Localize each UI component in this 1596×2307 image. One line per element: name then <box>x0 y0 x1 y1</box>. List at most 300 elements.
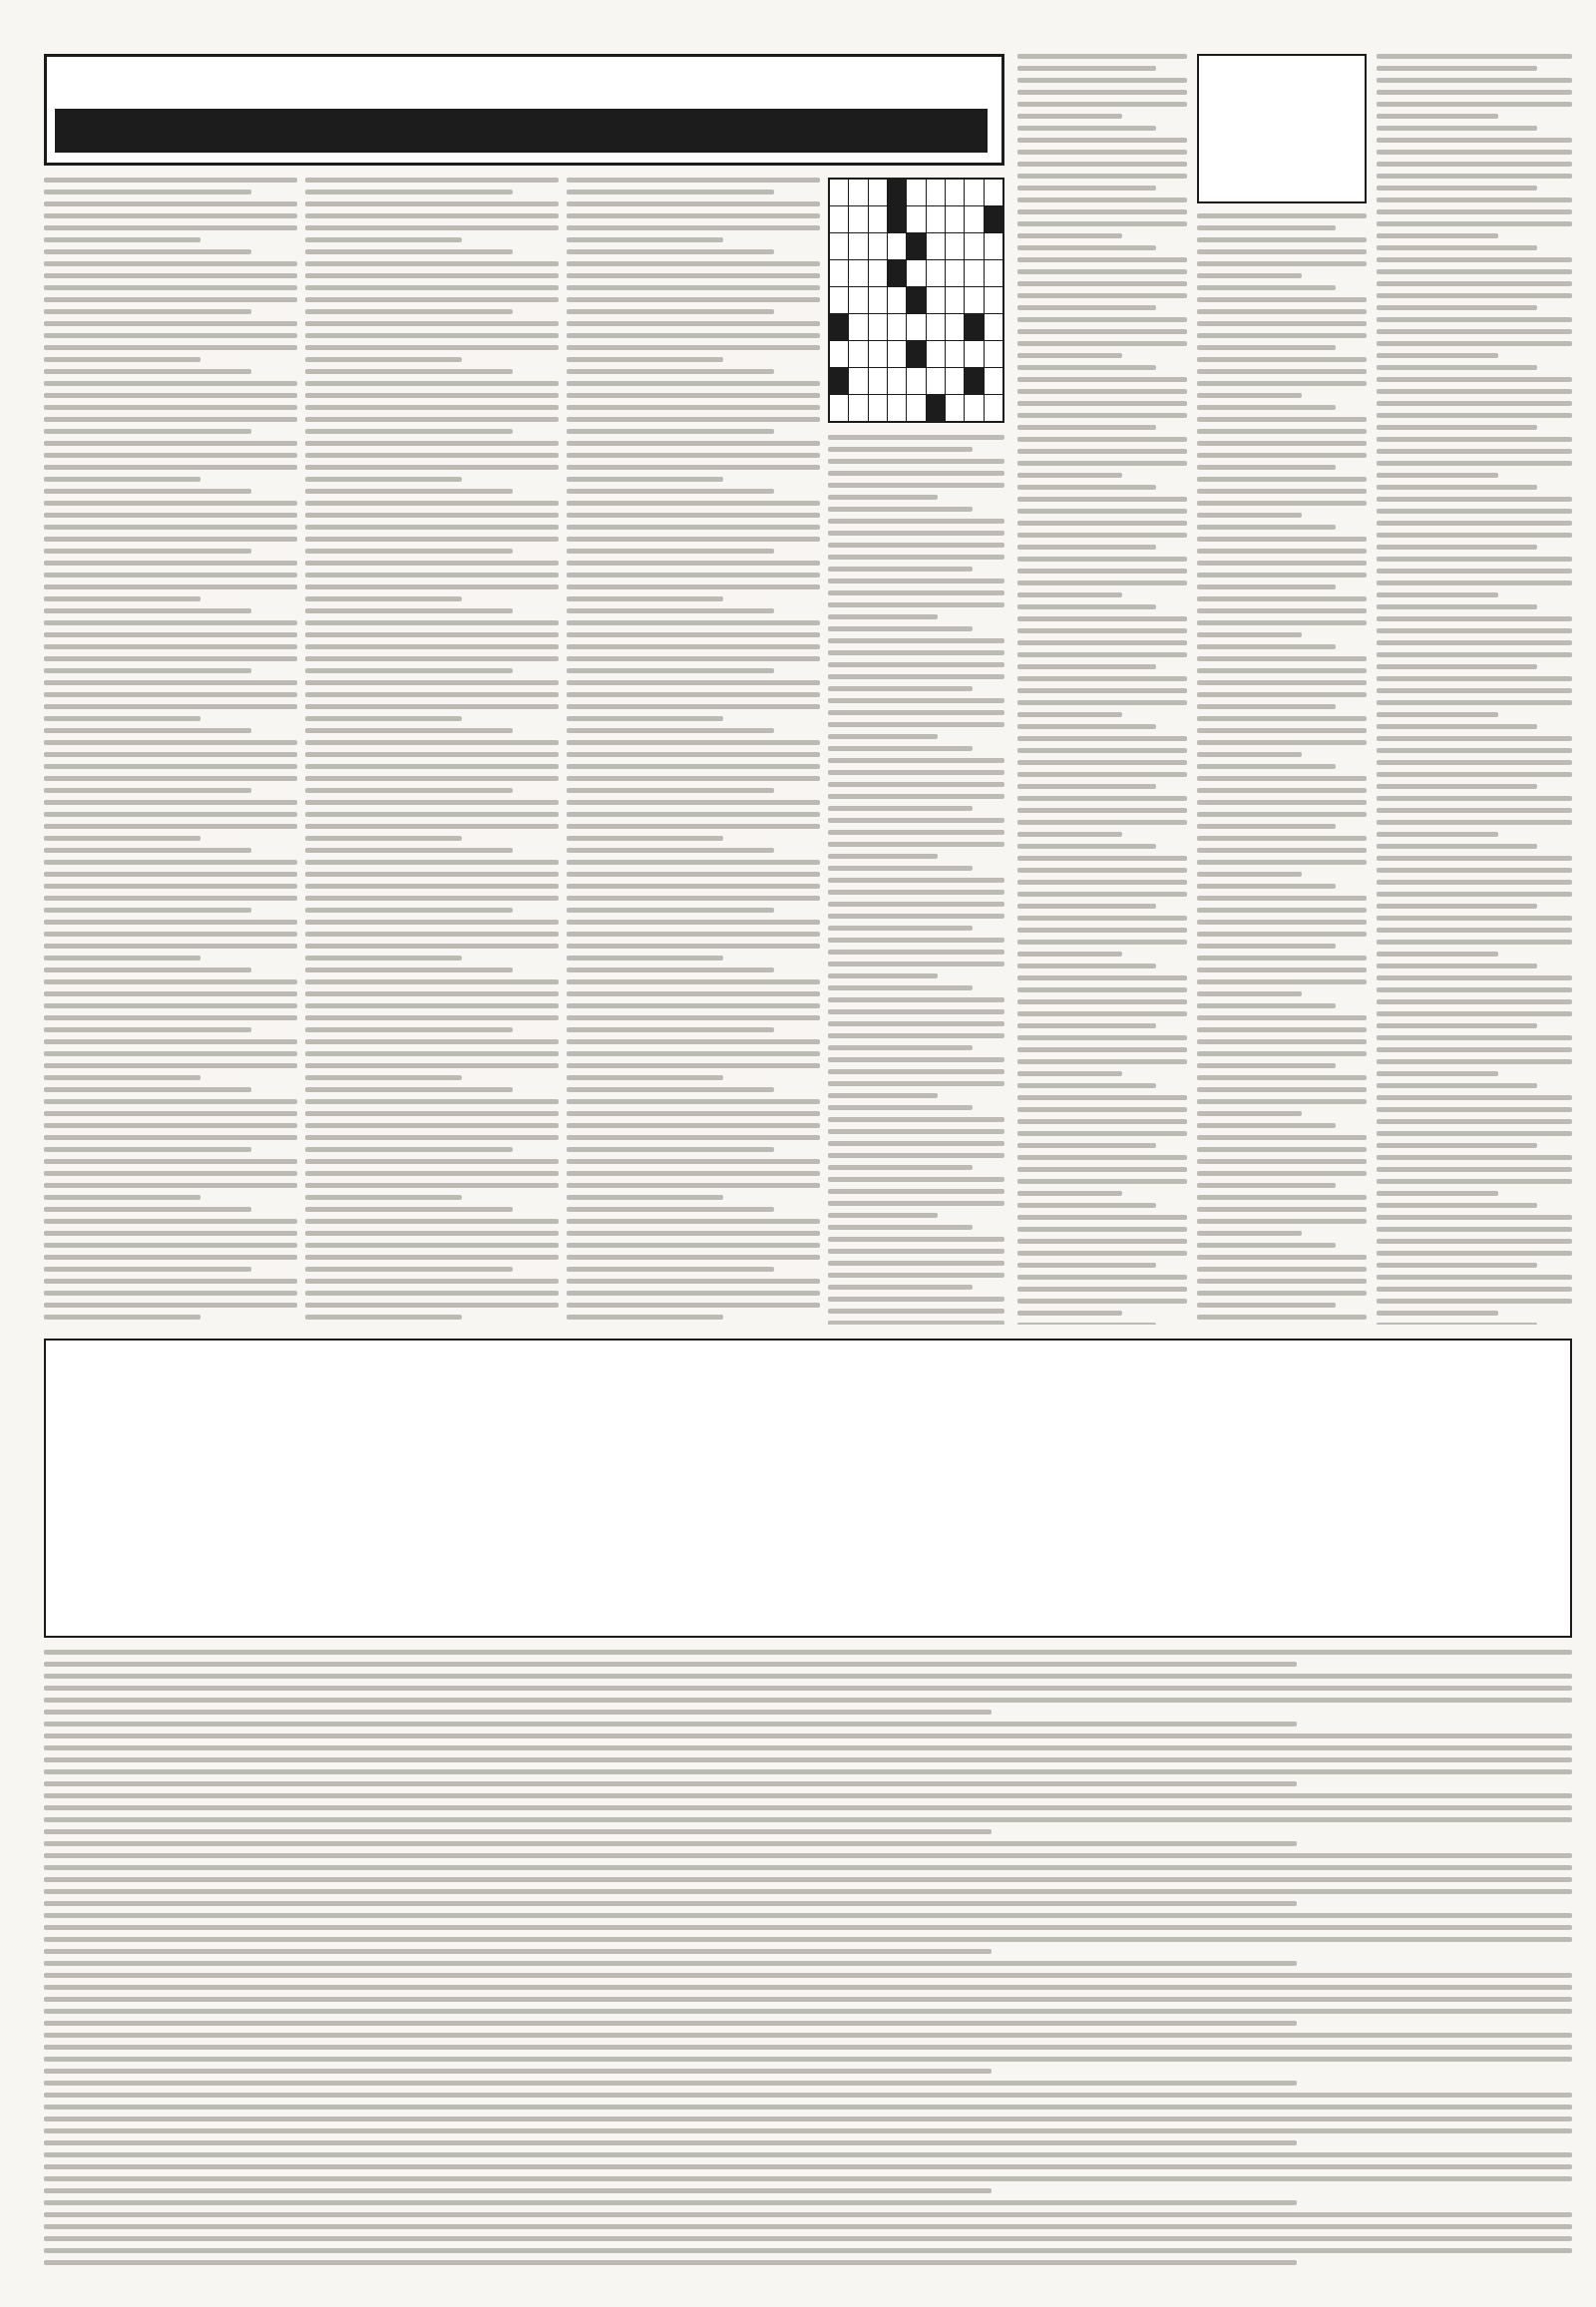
text-line-placeholder <box>1017 281 1187 286</box>
text-line-placeholder <box>44 261 297 266</box>
text-line-placeholder <box>828 638 1004 643</box>
crossword-cell <box>946 260 964 286</box>
text-line-placeholder <box>828 614 938 619</box>
text-line-placeholder <box>305 249 513 254</box>
text-line-placeholder <box>1377 569 1572 574</box>
text-line-placeholder <box>1017 245 1156 250</box>
text-line-placeholder <box>1377 1083 1537 1088</box>
text-line-placeholder <box>305 716 462 721</box>
text-line-placeholder <box>1197 908 1367 913</box>
text-line-placeholder <box>305 381 559 386</box>
text-line-placeholder <box>567 632 820 637</box>
text-line-placeholder <box>1017 987 1187 992</box>
text-line-placeholder <box>44 764 297 769</box>
text-line-placeholder <box>305 788 513 793</box>
text-line-placeholder <box>44 632 297 637</box>
text-line-placeholder <box>305 680 559 685</box>
text-line-placeholder <box>828 973 938 978</box>
text-line-placeholder <box>44 1159 297 1164</box>
text-line-placeholder <box>1197 213 1367 218</box>
crossword-cell <box>849 341 867 367</box>
text-line-placeholder <box>1377 1107 1572 1112</box>
text-line-placeholder <box>1377 533 1572 538</box>
text-line-placeholder <box>567 668 774 673</box>
text-line-placeholder <box>567 1039 820 1044</box>
text-line-placeholder <box>567 525 820 530</box>
text-line-placeholder <box>44 1961 1297 1966</box>
text-line-placeholder <box>305 1063 559 1068</box>
text-line-placeholder <box>567 393 820 398</box>
crossword-cell <box>965 341 983 367</box>
text-line-placeholder <box>828 519 1004 524</box>
crossword-cell <box>946 206 964 232</box>
text-line-placeholder <box>828 842 1004 847</box>
text-line-placeholder <box>828 578 1004 583</box>
text-line-placeholder <box>1197 728 1367 733</box>
text-line-placeholder <box>1197 537 1367 542</box>
text-line-placeholder <box>828 1321 1004 1325</box>
text-line-placeholder <box>305 513 559 518</box>
text-line-placeholder <box>1377 688 1572 693</box>
text-line-placeholder <box>567 225 820 230</box>
text-line-placeholder <box>44 872 297 877</box>
text-line-placeholder <box>828 1201 1004 1206</box>
text-line-placeholder <box>1017 305 1156 310</box>
text-line-placeholder <box>305 979 559 984</box>
text-line-placeholder <box>1377 1311 1498 1316</box>
text-line-placeholder <box>1377 999 1572 1004</box>
text-line-placeholder <box>305 417 559 422</box>
text-line-placeholder <box>44 1087 251 1092</box>
text-line-placeholder <box>44 1003 297 1008</box>
text-line-placeholder <box>44 2140 1297 2145</box>
text-line-placeholder <box>1197 1303 1336 1308</box>
text-line-placeholder <box>828 710 1004 715</box>
text-line-placeholder <box>1197 273 1302 278</box>
text-line-placeholder <box>828 531 1004 536</box>
text-line-placeholder <box>44 393 297 398</box>
column-6 <box>1197 54 1367 1325</box>
text-line-placeholder <box>1017 592 1122 597</box>
text-line-placeholder <box>44 297 297 302</box>
text-line-placeholder <box>1197 1135 1367 1140</box>
text-line-placeholder <box>1017 784 1156 789</box>
text-line-placeholder <box>1197 417 1367 422</box>
text-line-placeholder <box>567 1279 820 1284</box>
text-line-placeholder <box>44 1063 297 1068</box>
text-line-placeholder <box>1197 860 1367 865</box>
crossword-grid <box>828 178 1004 423</box>
text-line-placeholder <box>305 956 462 961</box>
text-line-placeholder <box>1017 1011 1187 1016</box>
text-line-placeholder <box>1377 78 1572 83</box>
text-line-placeholder <box>1377 281 1572 286</box>
text-line-placeholder <box>1197 872 1302 877</box>
column-7 <box>1377 54 1572 1325</box>
text-line-placeholder <box>1377 102 1572 107</box>
text-line-placeholder <box>44 573 297 577</box>
text-line-placeholder <box>1017 712 1122 717</box>
text-line-placeholder <box>1377 1275 1572 1280</box>
text-line-placeholder <box>1017 497 1187 502</box>
text-line-placeholder <box>1017 1047 1187 1052</box>
text-line-placeholder <box>567 345 820 350</box>
text-line-placeholder <box>1197 956 1367 961</box>
text-line-placeholder <box>1197 369 1367 374</box>
text-line-placeholder <box>1377 1059 1572 1064</box>
text-line-placeholder <box>828 1009 1004 1014</box>
text-line-placeholder <box>1197 429 1367 434</box>
text-line-placeholder <box>44 1195 200 1200</box>
text-line-placeholder <box>305 309 513 314</box>
crossword-cell <box>965 233 983 259</box>
text-line-placeholder <box>1017 521 1187 526</box>
column-1 <box>44 178 297 1325</box>
text-line-placeholder <box>1377 724 1537 729</box>
text-line-placeholder <box>1197 513 1302 518</box>
article-lines <box>305 178 559 1325</box>
text-line-placeholder <box>44 381 297 386</box>
text-line-placeholder <box>44 201 297 206</box>
masthead-band <box>55 109 988 153</box>
text-line-placeholder <box>305 692 559 697</box>
text-line-placeholder <box>1377 652 1572 657</box>
text-line-placeholder <box>567 513 820 518</box>
text-line-placeholder <box>44 1805 1572 1810</box>
text-line-placeholder <box>828 1069 1004 1074</box>
text-line-placeholder <box>567 1003 820 1008</box>
text-line-placeholder <box>44 1985 1572 1990</box>
text-line-placeholder <box>44 309 251 314</box>
text-line-placeholder <box>44 800 297 805</box>
text-line-placeholder <box>1197 1243 1336 1248</box>
text-line-placeholder <box>1017 1179 1187 1184</box>
text-line-placeholder <box>1377 868 1572 873</box>
text-line-placeholder <box>1017 509 1187 514</box>
text-line-placeholder <box>44 1997 1572 2002</box>
text-line-placeholder <box>1377 413 1572 418</box>
crossword-cell <box>965 206 983 232</box>
text-line-placeholder <box>1017 545 1156 550</box>
text-line-placeholder <box>828 567 973 572</box>
text-line-placeholder <box>828 746 973 751</box>
text-line-placeholder <box>1377 233 1498 238</box>
text-line-placeholder <box>567 429 774 434</box>
text-line-placeholder <box>44 920 297 925</box>
text-line-placeholder <box>44 477 200 482</box>
text-line-placeholder <box>44 1877 1572 1882</box>
text-line-placeholder <box>44 1075 200 1080</box>
text-line-placeholder <box>1197 321 1367 326</box>
text-line-placeholder <box>44 1781 1297 1786</box>
crossword-cell <box>946 287 964 313</box>
text-line-placeholder <box>305 1111 559 1116</box>
text-line-placeholder <box>1197 979 1367 984</box>
text-line-placeholder <box>1017 150 1187 155</box>
text-line-placeholder <box>305 908 513 913</box>
text-line-placeholder <box>1197 225 1336 230</box>
text-line-placeholder <box>44 956 200 961</box>
text-line-placeholder <box>44 1817 1572 1822</box>
text-line-placeholder <box>1197 1315 1367 1320</box>
crossword-cell <box>907 395 925 421</box>
crossword-cell <box>888 206 906 232</box>
text-line-placeholder <box>1197 620 1367 625</box>
text-line-placeholder <box>1017 1143 1156 1148</box>
crossword-cell <box>965 395 983 421</box>
text-line-placeholder <box>44 2128 1572 2133</box>
text-line-placeholder <box>1377 616 1572 621</box>
text-line-placeholder <box>1017 700 1187 705</box>
text-line-placeholder <box>1377 844 1537 849</box>
crossword-cell <box>927 341 945 367</box>
text-line-placeholder <box>44 824 297 829</box>
text-line-placeholder <box>1017 54 1187 59</box>
text-line-placeholder <box>305 1051 559 1056</box>
text-line-placeholder <box>1197 1291 1367 1296</box>
text-line-placeholder <box>305 1279 559 1284</box>
text-line-placeholder <box>567 1231 820 1236</box>
text-line-placeholder <box>305 764 559 769</box>
text-line-placeholder <box>305 1207 513 1212</box>
crossword-cell <box>985 287 1002 313</box>
text-line-placeholder <box>1017 102 1187 107</box>
text-line-placeholder <box>1377 473 1498 478</box>
text-line-placeholder <box>1197 800 1367 805</box>
text-line-placeholder <box>1197 764 1336 769</box>
text-line-placeholder <box>1017 162 1187 167</box>
crossword-cell <box>985 233 1002 259</box>
text-line-placeholder <box>44 2176 1572 2181</box>
text-line-placeholder <box>1017 186 1156 191</box>
text-line-placeholder <box>305 297 559 302</box>
text-line-placeholder <box>1197 896 1367 901</box>
text-line-placeholder <box>1017 1155 1187 1160</box>
text-line-placeholder <box>1017 975 1187 980</box>
text-line-placeholder <box>305 333 559 338</box>
text-line-placeholder <box>1197 1051 1367 1056</box>
text-line-placeholder <box>44 549 251 554</box>
text-line-placeholder <box>1197 680 1367 685</box>
text-line-placeholder <box>1017 999 1187 1004</box>
text-line-placeholder <box>44 2236 1572 2241</box>
text-line-placeholder <box>1017 1191 1122 1196</box>
text-line-placeholder <box>1197 1015 1367 1020</box>
text-line-placeholder <box>44 489 251 494</box>
text-line-placeholder <box>1197 1183 1336 1188</box>
text-line-placeholder <box>1377 916 1572 921</box>
text-line-placeholder <box>1017 640 1187 645</box>
text-line-placeholder <box>828 818 1004 823</box>
crossword-cell <box>849 395 867 421</box>
text-line-placeholder <box>567 309 774 314</box>
text-line-placeholder <box>305 728 513 733</box>
text-line-placeholder <box>567 680 820 685</box>
text-line-placeholder <box>567 249 774 254</box>
text-line-placeholder <box>1017 1131 1187 1136</box>
text-line-placeholder <box>567 561 820 566</box>
text-line-placeholder <box>828 1117 1004 1122</box>
text-line-placeholder <box>1197 1231 1302 1236</box>
text-line-placeholder <box>567 656 820 661</box>
crossword-cell <box>849 314 867 340</box>
text-line-placeholder <box>828 878 1004 883</box>
text-line-placeholder <box>44 1793 1572 1798</box>
text-line-placeholder <box>1377 892 1572 897</box>
text-line-placeholder <box>1377 150 1572 155</box>
text-line-placeholder <box>1017 963 1156 968</box>
text-line-placeholder <box>1017 808 1187 813</box>
text-line-placeholder <box>567 190 774 194</box>
text-line-placeholder <box>567 297 820 302</box>
text-line-placeholder <box>305 1219 559 1224</box>
text-line-placeholder <box>1017 257 1187 262</box>
text-line-placeholder <box>1377 126 1537 131</box>
text-line-placeholder <box>828 674 1004 679</box>
text-line-placeholder <box>828 471 1004 476</box>
text-line-placeholder <box>1197 1195 1367 1200</box>
text-line-placeholder <box>567 1147 774 1152</box>
text-line-placeholder <box>567 584 820 589</box>
text-line-placeholder <box>1377 353 1498 358</box>
text-line-placeholder <box>567 812 820 817</box>
text-line-placeholder <box>567 501 820 506</box>
text-line-placeholder <box>44 1722 1297 1727</box>
text-line-placeholder <box>828 1189 1004 1194</box>
text-line-placeholder <box>1197 740 1367 745</box>
text-line-placeholder <box>1197 824 1336 829</box>
text-line-placeholder <box>1017 1203 1156 1208</box>
text-line-placeholder <box>305 896 559 901</box>
text-line-placeholder <box>44 2248 1572 2253</box>
text-line-placeholder <box>567 405 820 410</box>
text-line-placeholder <box>1197 608 1367 613</box>
text-line-placeholder <box>44 237 200 242</box>
text-line-placeholder <box>44 2009 1572 2014</box>
text-line-placeholder <box>1017 1227 1187 1232</box>
crossword-cell <box>927 314 945 340</box>
text-line-placeholder <box>44 1829 992 1834</box>
text-line-placeholder <box>567 453 820 458</box>
article-lines <box>44 1650 1572 2266</box>
text-line-placeholder <box>567 848 774 853</box>
text-line-placeholder <box>44 1901 1297 1906</box>
text-line-placeholder <box>305 561 559 566</box>
text-line-placeholder <box>1377 269 1572 274</box>
text-line-placeholder <box>828 650 1004 655</box>
text-line-placeholder <box>1197 261 1367 266</box>
text-line-placeholder <box>828 926 973 931</box>
text-line-placeholder <box>1197 489 1367 494</box>
text-line-placeholder <box>567 1099 820 1104</box>
text-line-placeholder <box>1197 561 1367 566</box>
text-line-placeholder <box>305 190 513 194</box>
text-line-placeholder <box>828 950 1004 955</box>
text-line-placeholder <box>567 237 723 242</box>
text-line-placeholder <box>1017 892 1187 897</box>
text-line-placeholder <box>305 273 559 278</box>
text-line-placeholder <box>1377 748 1572 753</box>
text-line-placeholder <box>1197 1123 1336 1128</box>
text-line-placeholder <box>44 1147 251 1152</box>
text-line-placeholder <box>1017 664 1156 669</box>
text-line-placeholder <box>1197 836 1367 841</box>
text-line-placeholder <box>1017 952 1122 957</box>
text-line-placeholder <box>1377 1179 1572 1184</box>
crossword-cell <box>888 180 906 205</box>
text-line-placeholder <box>44 1733 1572 1738</box>
text-line-placeholder <box>1377 509 1572 514</box>
text-line-placeholder <box>567 417 820 422</box>
text-line-placeholder <box>1377 66 1537 71</box>
masthead <box>44 54 1004 166</box>
text-line-placeholder <box>1197 656 1367 661</box>
text-line-placeholder <box>1377 545 1537 550</box>
text-line-placeholder <box>1017 1023 1156 1028</box>
text-line-placeholder <box>1017 616 1187 621</box>
text-line-placeholder <box>1017 1287 1187 1292</box>
text-line-placeholder <box>1197 441 1367 446</box>
crossword-cell <box>946 233 964 259</box>
text-line-placeholder <box>1377 329 1572 334</box>
lower-band <box>44 1339 1572 2266</box>
text-line-placeholder <box>1377 341 1572 346</box>
text-line-placeholder <box>828 459 1004 464</box>
text-line-placeholder <box>1017 317 1187 322</box>
text-line-placeholder <box>1017 126 1156 131</box>
text-line-placeholder <box>305 836 462 841</box>
crossword-cell <box>946 314 964 340</box>
text-line-placeholder <box>1197 381 1367 386</box>
text-line-placeholder <box>44 2069 992 2074</box>
text-line-placeholder <box>305 321 559 326</box>
text-line-placeholder <box>1017 90 1187 95</box>
text-line-placeholder <box>1377 425 1537 430</box>
text-line-placeholder <box>567 537 820 542</box>
text-line-placeholder <box>1377 1323 1537 1325</box>
text-line-placeholder <box>828 1225 973 1230</box>
text-line-placeholder <box>1377 365 1537 370</box>
text-line-placeholder <box>567 932 820 937</box>
text-line-placeholder <box>44 190 251 194</box>
text-line-placeholder <box>1197 932 1367 937</box>
text-line-placeholder <box>1197 453 1367 458</box>
text-line-placeholder <box>44 1674 1572 1679</box>
text-line-placeholder <box>567 1219 820 1224</box>
crossword-cell <box>830 180 848 205</box>
text-line-placeholder <box>305 1087 513 1092</box>
text-line-placeholder <box>1017 940 1187 945</box>
text-line-placeholder <box>1377 772 1572 777</box>
text-line-placeholder <box>828 902 1004 907</box>
text-line-placeholder <box>305 704 559 709</box>
text-line-placeholder <box>1377 401 1572 406</box>
text-line-placeholder <box>828 1081 1004 1086</box>
text-line-placeholder <box>1017 820 1187 825</box>
text-line-placeholder <box>1377 221 1572 226</box>
text-line-placeholder <box>305 369 513 374</box>
text-line-placeholder <box>567 752 820 757</box>
text-line-placeholder <box>1377 856 1572 861</box>
text-line-placeholder <box>1197 584 1336 589</box>
text-line-placeholder <box>44 1889 1572 1894</box>
crossword-cell <box>869 341 887 367</box>
column-3 <box>567 178 820 1325</box>
text-line-placeholder <box>1377 712 1498 717</box>
crossword-cell <box>985 395 1002 421</box>
page-sheet <box>30 48 1586 2280</box>
text-line-placeholder <box>567 1255 820 1260</box>
